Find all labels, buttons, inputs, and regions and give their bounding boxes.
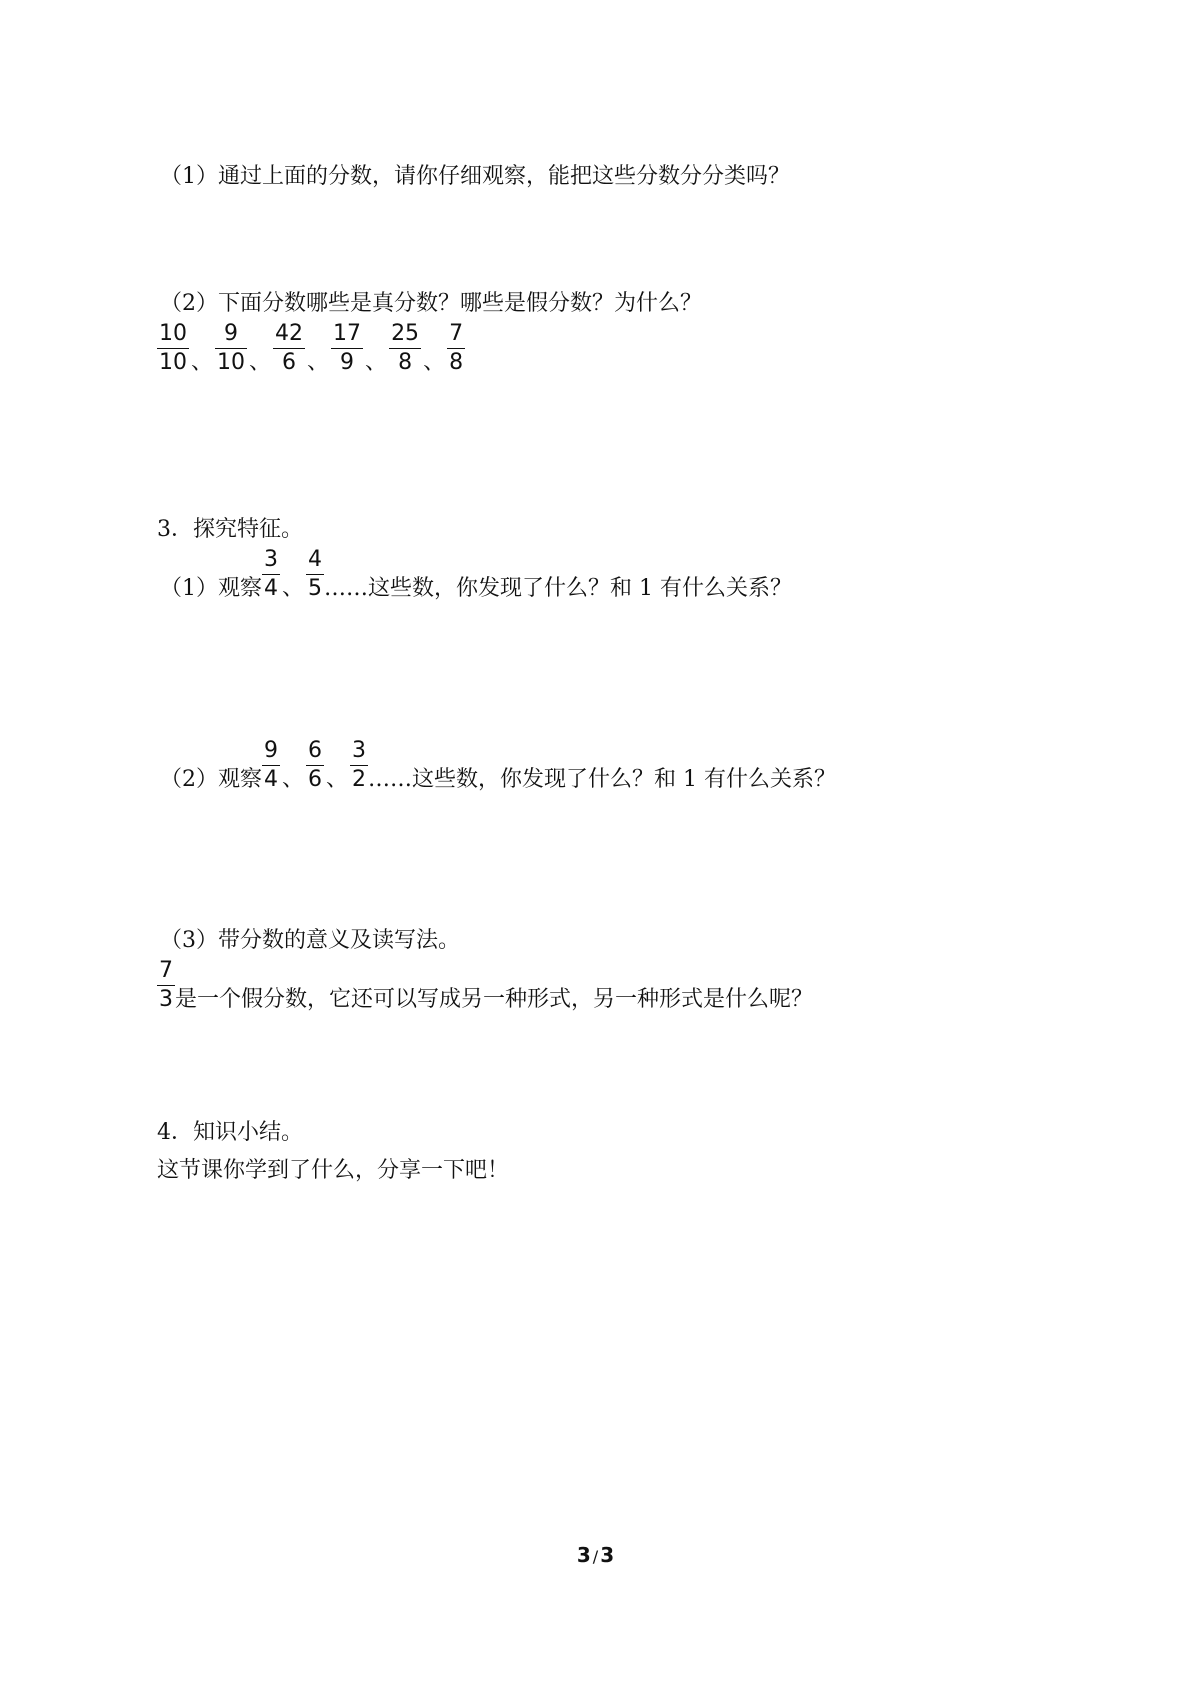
question-2-2: （2）下面分数哪些是真分数？哪些是假分数？为什么？ <box>160 291 702 316</box>
question-2-1: （1）通过上面的分数，请你仔细观察，能把这些分数分分类吗？ <box>160 164 790 189</box>
question-3-1 <box>160 546 792 603</box>
fraction: $\frac{4}{5}$ <box>308 547 323 601</box>
fraction: $\frac{25}{8}$ <box>391 321 420 375</box>
total-pages: 3 <box>600 1543 615 1567</box>
page-number <box>0 1543 1191 1567</box>
fraction: $\frac{6}{6}$ <box>308 738 323 792</box>
separator: 、 <box>423 350 446 375</box>
fraction: $\frac{7}{8}$ <box>449 321 464 375</box>
fraction: $\frac{42}{6}$ <box>275 321 304 375</box>
section-3-title: 3．探究特征。 <box>157 517 303 542</box>
section-4-title: 4．知识小结。 <box>157 1120 303 1145</box>
separator: 、 <box>365 350 388 375</box>
question-suffix: ……这些数，你发现了什么？和 1 有什么关系？ <box>324 576 793 601</box>
fraction: $\frac{9}{10}$ <box>217 321 246 375</box>
separator: 、 <box>191 350 214 375</box>
fraction-list-q2-2 <box>157 320 465 377</box>
current-page: 3 <box>576 1543 591 1567</box>
fraction: $\frac{10}{10}$ <box>159 321 187 375</box>
fraction: $\frac{3}{4}$ <box>264 547 278 601</box>
page-slash: / <box>592 1547 599 1566</box>
separator: 、 <box>282 576 305 601</box>
question-3-3-text <box>157 957 813 1014</box>
question-prefix: （2）观察 <box>160 767 262 792</box>
fraction: $\frac{9}{4}$ <box>264 738 278 792</box>
separator: 、 <box>307 350 330 375</box>
separator: 、 <box>326 767 349 792</box>
separator: 、 <box>282 767 305 792</box>
fraction: $\frac{3}{2}$ <box>352 738 367 792</box>
separator: 、 <box>249 350 272 375</box>
question-3-3-title: （3）带分数的意义及读写法。 <box>160 928 460 953</box>
section-4-text: 这节课你学到了什么，分享一下吧！ <box>157 1158 510 1183</box>
question-prefix: （1）观察 <box>160 576 262 601</box>
question-3-2 <box>160 737 836 794</box>
fraction: $\frac{7}{3}$ <box>159 958 173 1012</box>
question-suffix: ……这些数，你发现了什么？和 1 有什么关系？ <box>368 767 837 792</box>
question-text: 是一个假分数，它还可以写成另一种形式，另一种形式是什么呢？ <box>175 987 814 1012</box>
fraction: $\frac{17}{9}$ <box>333 321 362 375</box>
